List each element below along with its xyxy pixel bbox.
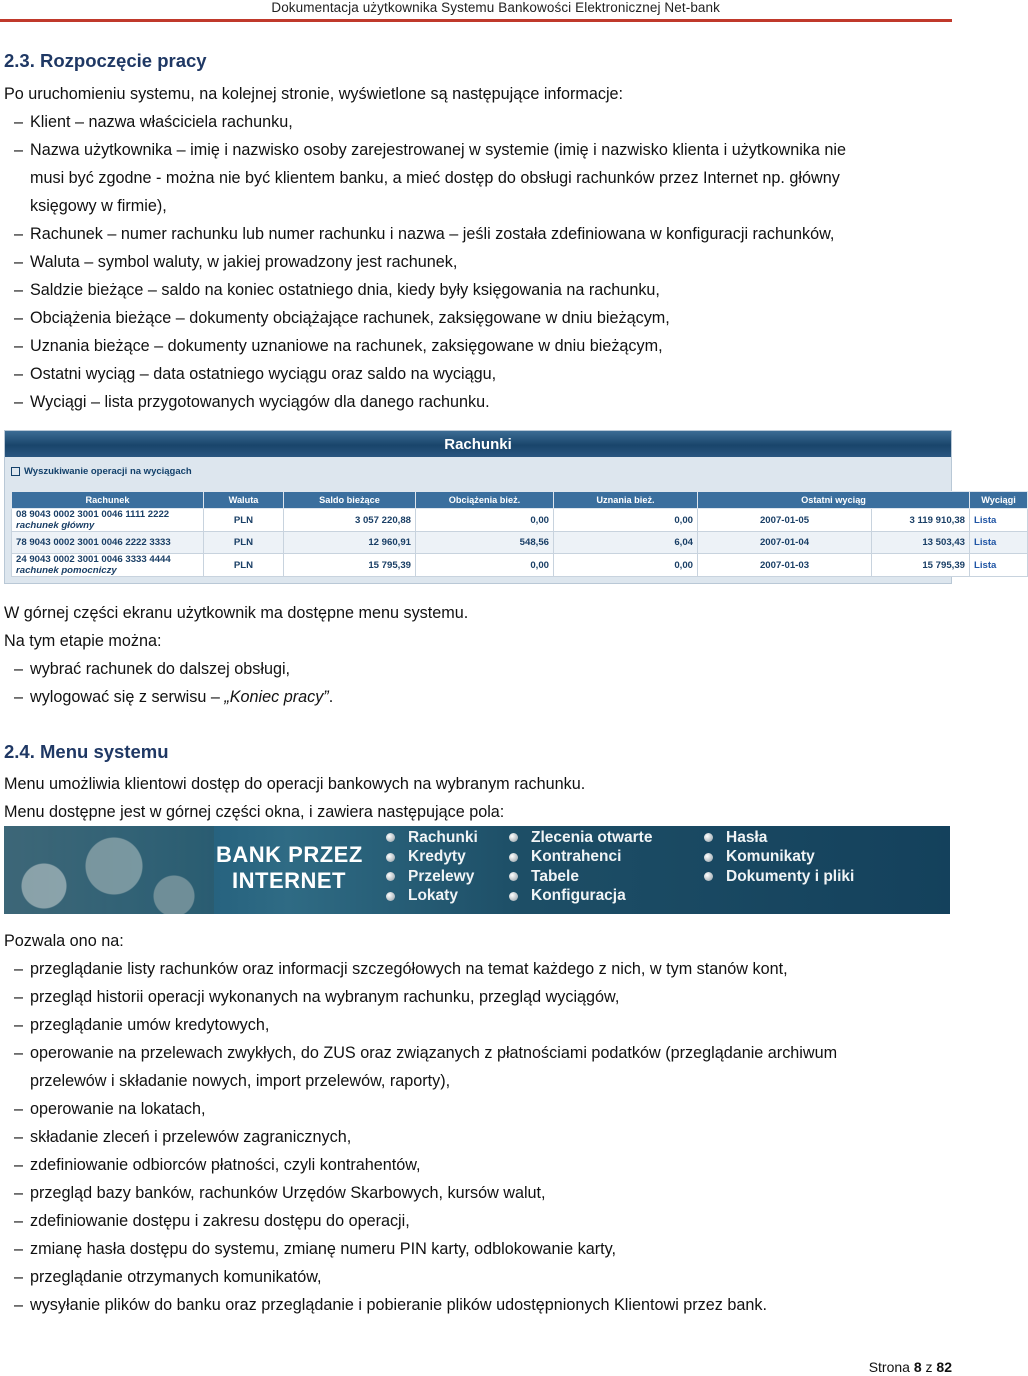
statement-search-link[interactable]: Wyszukiwanie operacji na wyciągach [5, 457, 951, 485]
menu-banner-screenshot [4, 826, 950, 914]
menu-item-przelewy[interactable]: Przelewy [386, 867, 478, 887]
accounts-screenshot [4, 430, 1016, 584]
list-item: – Ostatni wyciąg – data ostatniego wyciągu oraz saldo na wyciągu, [14, 365, 497, 383]
list-item: – składanie zleceń i przelewów zagranicznych, [14, 1128, 352, 1146]
menu-item-hasla[interactable]: Hasła [704, 828, 854, 848]
col-header: Ostatni wyciąg [698, 492, 970, 509]
header-rule [0, 19, 952, 22]
bullet-icon [386, 872, 395, 881]
section-2-3-body [4, 80, 952, 416]
menu-item-rachunki[interactable]: Rachunki [386, 828, 478, 848]
after-screenshot-text: W górnej części ekranu użytkownik ma dostępne menu systemu. Na tym etapie można: – wybrać rachunek do dalszej obsługi, – wylogować się z serwisu – „Koniec pracy”. [4, 599, 952, 711]
table-row[interactable]: 78 9043 0002 3001 0046 2222 3333 PLN 12 960,91 548,56 6,04 2007-01-04 13 503,43 Lista [12, 532, 1028, 554]
bullet-icon [509, 833, 518, 842]
table-row[interactable]: 24 9043 0002 3001 0046 3333 4444 rachunek pomocniczy PLN 15 795,39 0,00 0,00 2007-01-03 15 795,39 Lista [12, 554, 1028, 577]
list-item: – Obciążenia bieżące – dokumenty obciążające rachunek, zaksięgowane w dniu bieżącym, [14, 309, 670, 327]
table-row[interactable]: 08 9043 0002 3001 0046 1111 2222 rachunek główny PLN 3 057 220,88 0,00 0,00 2007-01-05 3 119 910,38 Lista [12, 509, 1028, 532]
accounts-table [11, 491, 1028, 577]
list-item: – wybrać rachunek do dalszej obsługi, [14, 660, 291, 678]
list-item: – Uznania bieżące – dokumenty uznaniowe na rachunek, zaksięgowane w dniu bieżącym, [14, 337, 663, 355]
statements-link[interactable]: Lista [970, 554, 1028, 577]
list-item: – zdefiniowanie odbiorców płatności, czyli kontrahentów, [14, 1156, 421, 1174]
bullet-icon [704, 833, 713, 842]
list-item: – przegląd bazy banków, rachunków Urzędów Skarbowych, kursów walut, [14, 1184, 546, 1202]
bullet-icon [704, 872, 713, 881]
list-item: – Klient – nazwa właściciela rachunku, [14, 113, 293, 131]
menu-item-kontrahenci[interactable]: Kontrahenci [509, 848, 652, 868]
menu-item-komunikaty[interactable]: Komunikaty [704, 848, 854, 868]
col-header: Obciążenia bież. [416, 492, 554, 509]
section-2-4-body: Menu umożliwia klientowi dostęp do operacji bankowych na wybranym rachunku. Menu dostępne jest w górnej części okna, i zawiera następujące pola: [4, 775, 586, 821]
page-number: Strona 8 z 82 [868, 1359, 952, 1375]
bullet-icon [509, 892, 518, 901]
list-item: – operowanie na lokatach, [14, 1100, 206, 1118]
section-heading-2-4: 2.4. Menu systemu [4, 741, 169, 762]
list-item: – zdefiniowanie dostępu i zakresu dostępu do operacji, [14, 1212, 410, 1230]
menu-item-kredyty[interactable]: Kredyty [386, 848, 478, 868]
menu-column-2 [509, 828, 652, 906]
list-item: – Saldzie bieżące – saldo na koniec ostatniego dnia, kiedy były księgowania na rachunku, [14, 281, 660, 299]
menu-item-konfiguracja[interactable]: Konfiguracja [509, 887, 652, 907]
document-title: Dokumentacja użytkownika Systemu Bankowości Elektronicznej Net-bank [271, 0, 720, 15]
list-item: – Nazwa użytkownika – imię i nazwisko osoby zarejestrowanej w systemie (imię i nazwisko klienta i użytkownika nie musi być zgodne - można nie być klientem banku, a mieć dostęp do obsługi rachunków przez Internet np. główny księgowy w firmie), [14, 141, 846, 215]
coins-image [4, 826, 214, 914]
bullet-icon [386, 892, 395, 901]
list-item: – operowanie na przelewach zwykłych, do ZUS oraz związanych z płatnościami podatków (przeglądanie archiwum przelewów i składanie nowych, import przelewów, raporty), [14, 1044, 838, 1090]
col-header: Waluta [204, 492, 284, 509]
bullet-icon [386, 833, 395, 842]
list-item: – przeglądanie otrzymanych komunikatów, [14, 1268, 322, 1286]
menu-item-lokaty[interactable]: Lokaty [386, 887, 478, 907]
page-header [0, 0, 960, 22]
menu-column-1 [386, 828, 478, 906]
col-header: Uznania bież. [554, 492, 698, 509]
statements-link[interactable]: Lista [970, 509, 1028, 532]
list-item: – przeglądanie umów kredytowych, [14, 1016, 270, 1034]
list-item: – zmianę hasła dostępu do systemu, zmianę numeru PIN karty, odblokowanie karty, [14, 1240, 617, 1258]
bullet-icon [704, 853, 713, 862]
statements-link[interactable]: Lista [970, 532, 1028, 554]
list-item: – wylogować się z serwisu – „Koniec pracy”. [14, 688, 334, 706]
list-item: – Wyciągi – lista przygotowanych wyciągów dla danego rachunku. [14, 393, 490, 411]
list-item: – przegląd historii operacji wykonanych na wybranym rachunku, przegląd wyciągów, [14, 988, 620, 1006]
list-item: – Waluta – symbol waluty, w jakiej prowadzony jest rachunek, [14, 253, 458, 271]
bullet-icon [509, 872, 518, 881]
checkbox-icon [11, 467, 20, 476]
list-item: – Rachunek – numer rachunku lub numer rachunku i nazwa – jeśli została zdefiniowana w konfiguracji rachunków, [14, 225, 835, 243]
menu-item-zlecenia-otwarte[interactable]: Zlecenia otwarte [509, 828, 652, 848]
allows-section: Pozwala ono na: – przeglądanie listy rachunków oraz informacji szczegółowych na temat każdego z nich, w tym stanów kont, – przegląd historii operacji wykonanych na wybranym rachunku, przegląd wyciągów, – przeglądanie umów kredytowych, – operowanie na przelewach zwykłych, do ZUS oraz związanych z płatnościami podatków (przeglądanie archiwum przelewów i składanie nowych, import przelewów, raporty), – operowanie na lokatach, – składanie zleceń i przelewów zagranicznych, – zdefiniowanie odbiorców płatności, czyli kontrahentów, – przegląd bazy banków, rachunków Urzędów Skarbowych, kursów walut, – zdefiniowanie dostępu i zakresu dostępu do operacji, – zmianę hasła dostępu do systemu, zmianę numeru PIN karty, odblokowanie karty, – przeglądanie otrzymanych komunikatów, – wysyłanie plików do banku oraz przeglądanie i pobieranie plików udostępnionych Klientowi przez bank. [4, 927, 952, 1319]
col-header: Wyciągi [970, 492, 1028, 509]
bank-logo: BANK PRZEZ INTERNET [216, 842, 363, 893]
logout-label: „Koniec pracy” [224, 688, 329, 706]
section-heading-2-3: 2.3. Rozpoczęcie pracy [4, 50, 207, 71]
accounts-title-bar: Rachunki [5, 431, 951, 457]
intro-paragraph: Po uruchomieniu systemu, na kolejnej stronie, wyświetlone są następujące informacje: [4, 85, 624, 103]
bullet-icon [509, 853, 518, 862]
col-header: Rachunek [12, 492, 204, 509]
menu-item-dokumenty-i-pliki[interactable]: Dokumenty i pliki [704, 867, 854, 887]
menu-column-3 [704, 828, 854, 887]
bullet-icon [386, 853, 395, 862]
menu-item-tabele[interactable]: Tabele [509, 867, 652, 887]
list-item: – wysyłanie plików do banku oraz przeglądanie i pobieranie plików udostępnionych Klientowi przez bank. [14, 1296, 767, 1314]
list-item: – przeglądanie listy rachunków oraz informacji szczegółowych na temat każdego z nich, w tym stanów kont, [14, 960, 788, 978]
col-header: Saldo bieżące [284, 492, 416, 509]
